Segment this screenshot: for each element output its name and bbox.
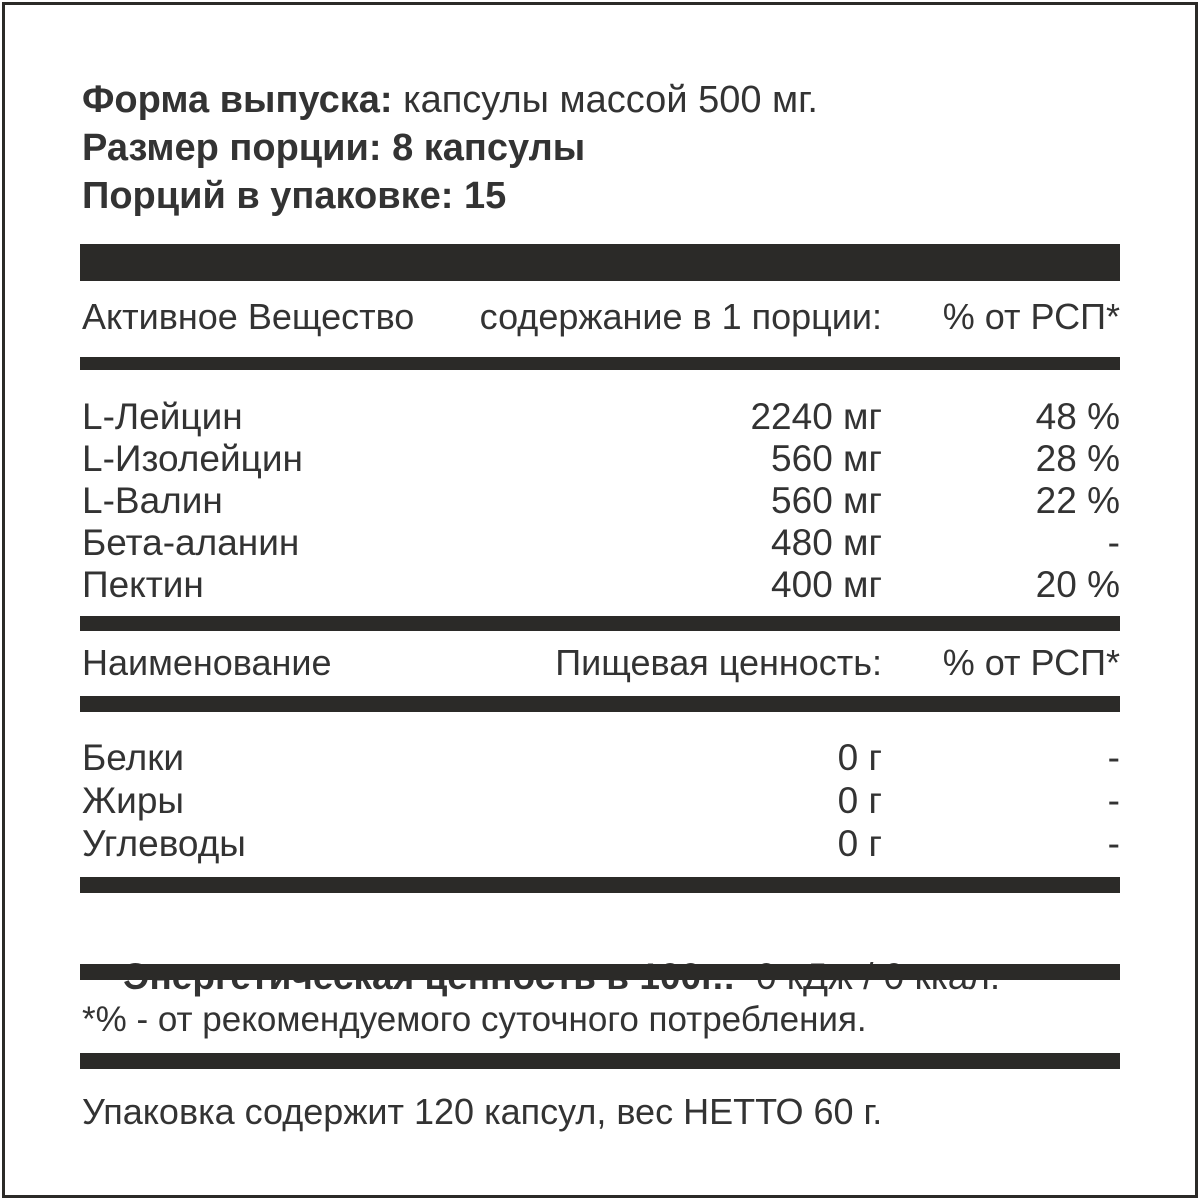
ingredient-name: Бета-аланин — [82, 522, 300, 563]
ingredient-name: L-Лейцин — [82, 396, 243, 437]
ingredient-name: L-Валин — [82, 480, 223, 521]
divider-bar-thin — [80, 964, 1120, 980]
divider-bar-thin — [80, 877, 1120, 893]
serving-size-line: Размер порции: 8 капсулы — [82, 127, 586, 169]
nutrient-amount: 0 г — [837, 737, 882, 778]
active-header-amount: содержание в 1 порции: — [479, 296, 882, 337]
table-row — [82, 736, 1120, 779]
nutrition-header-name: Наименование — [82, 642, 332, 683]
nutrition-table-header — [82, 643, 1120, 683]
nutrient-name: Жиры — [82, 780, 185, 821]
active-table-body — [82, 396, 1120, 606]
table-row — [82, 822, 1120, 865]
ingredient-percent: 28 % — [1035, 438, 1120, 479]
intro-block — [82, 76, 1120, 220]
nutrient-percent: - — [1107, 737, 1120, 778]
package-info-line: Упаковка содержит 120 капсул, вес НЕТТО 60 г. — [82, 1091, 883, 1132]
table-row — [82, 522, 1120, 564]
divider-bar-thin — [80, 696, 1120, 712]
release-form-line — [82, 76, 1120, 124]
ingredient-percent: 48 % — [1035, 396, 1120, 437]
table-row — [82, 779, 1120, 822]
active-header-percent: % от РСП* — [942, 296, 1120, 337]
servings-per-pack-line: Порций в упаковке: 15 — [82, 175, 507, 217]
release-form-label: Форма выпуска: — [82, 79, 393, 121]
table-row — [82, 396, 1120, 438]
ingredient-percent: 20 % — [1035, 564, 1120, 605]
table-row — [82, 438, 1120, 480]
release-form-value: капсулы массой 500 мг. — [392, 79, 818, 121]
table-row — [82, 480, 1120, 522]
nutrient-name: Углеводы — [82, 823, 246, 864]
ingredient-name: Пектин — [82, 564, 204, 605]
ingredient-percent: - — [1107, 522, 1120, 563]
ingredient-amount: 560 мг — [771, 480, 882, 521]
divider-bar-thin — [80, 1053, 1120, 1069]
nutrition-table-body — [82, 736, 1120, 865]
nutrient-percent: - — [1107, 780, 1120, 821]
ingredient-amount: 400 мг — [771, 564, 882, 605]
active-header-name: Активное Вещество — [82, 296, 415, 337]
nutrient-amount: 0 г — [837, 780, 882, 821]
rsp-footnote: *% - от рекомендуемого суточного потребления. — [82, 1000, 867, 1039]
ingredient-name: L-Изолейцин — [82, 438, 303, 479]
active-table-header — [82, 297, 1120, 337]
nutrition-header-percent: % от РСП* — [942, 642, 1120, 683]
nutrient-percent: - — [1107, 823, 1120, 864]
table-row — [82, 564, 1120, 606]
ingredient-amount: 560 мг — [771, 438, 882, 479]
divider-bar-thick — [80, 244, 1120, 281]
nutrient-name: Белки — [82, 737, 185, 778]
ingredient-amount: 2240 мг — [750, 396, 882, 437]
nutrition-header-amount: Пищевая ценность: — [555, 642, 882, 683]
divider-bar-thin — [80, 357, 1120, 370]
nutrient-amount: 0 г — [837, 823, 882, 864]
divider-bar-thin — [80, 616, 1120, 631]
ingredient-amount: 480 мг — [771, 522, 882, 563]
ingredient-percent: 22 % — [1035, 480, 1120, 521]
